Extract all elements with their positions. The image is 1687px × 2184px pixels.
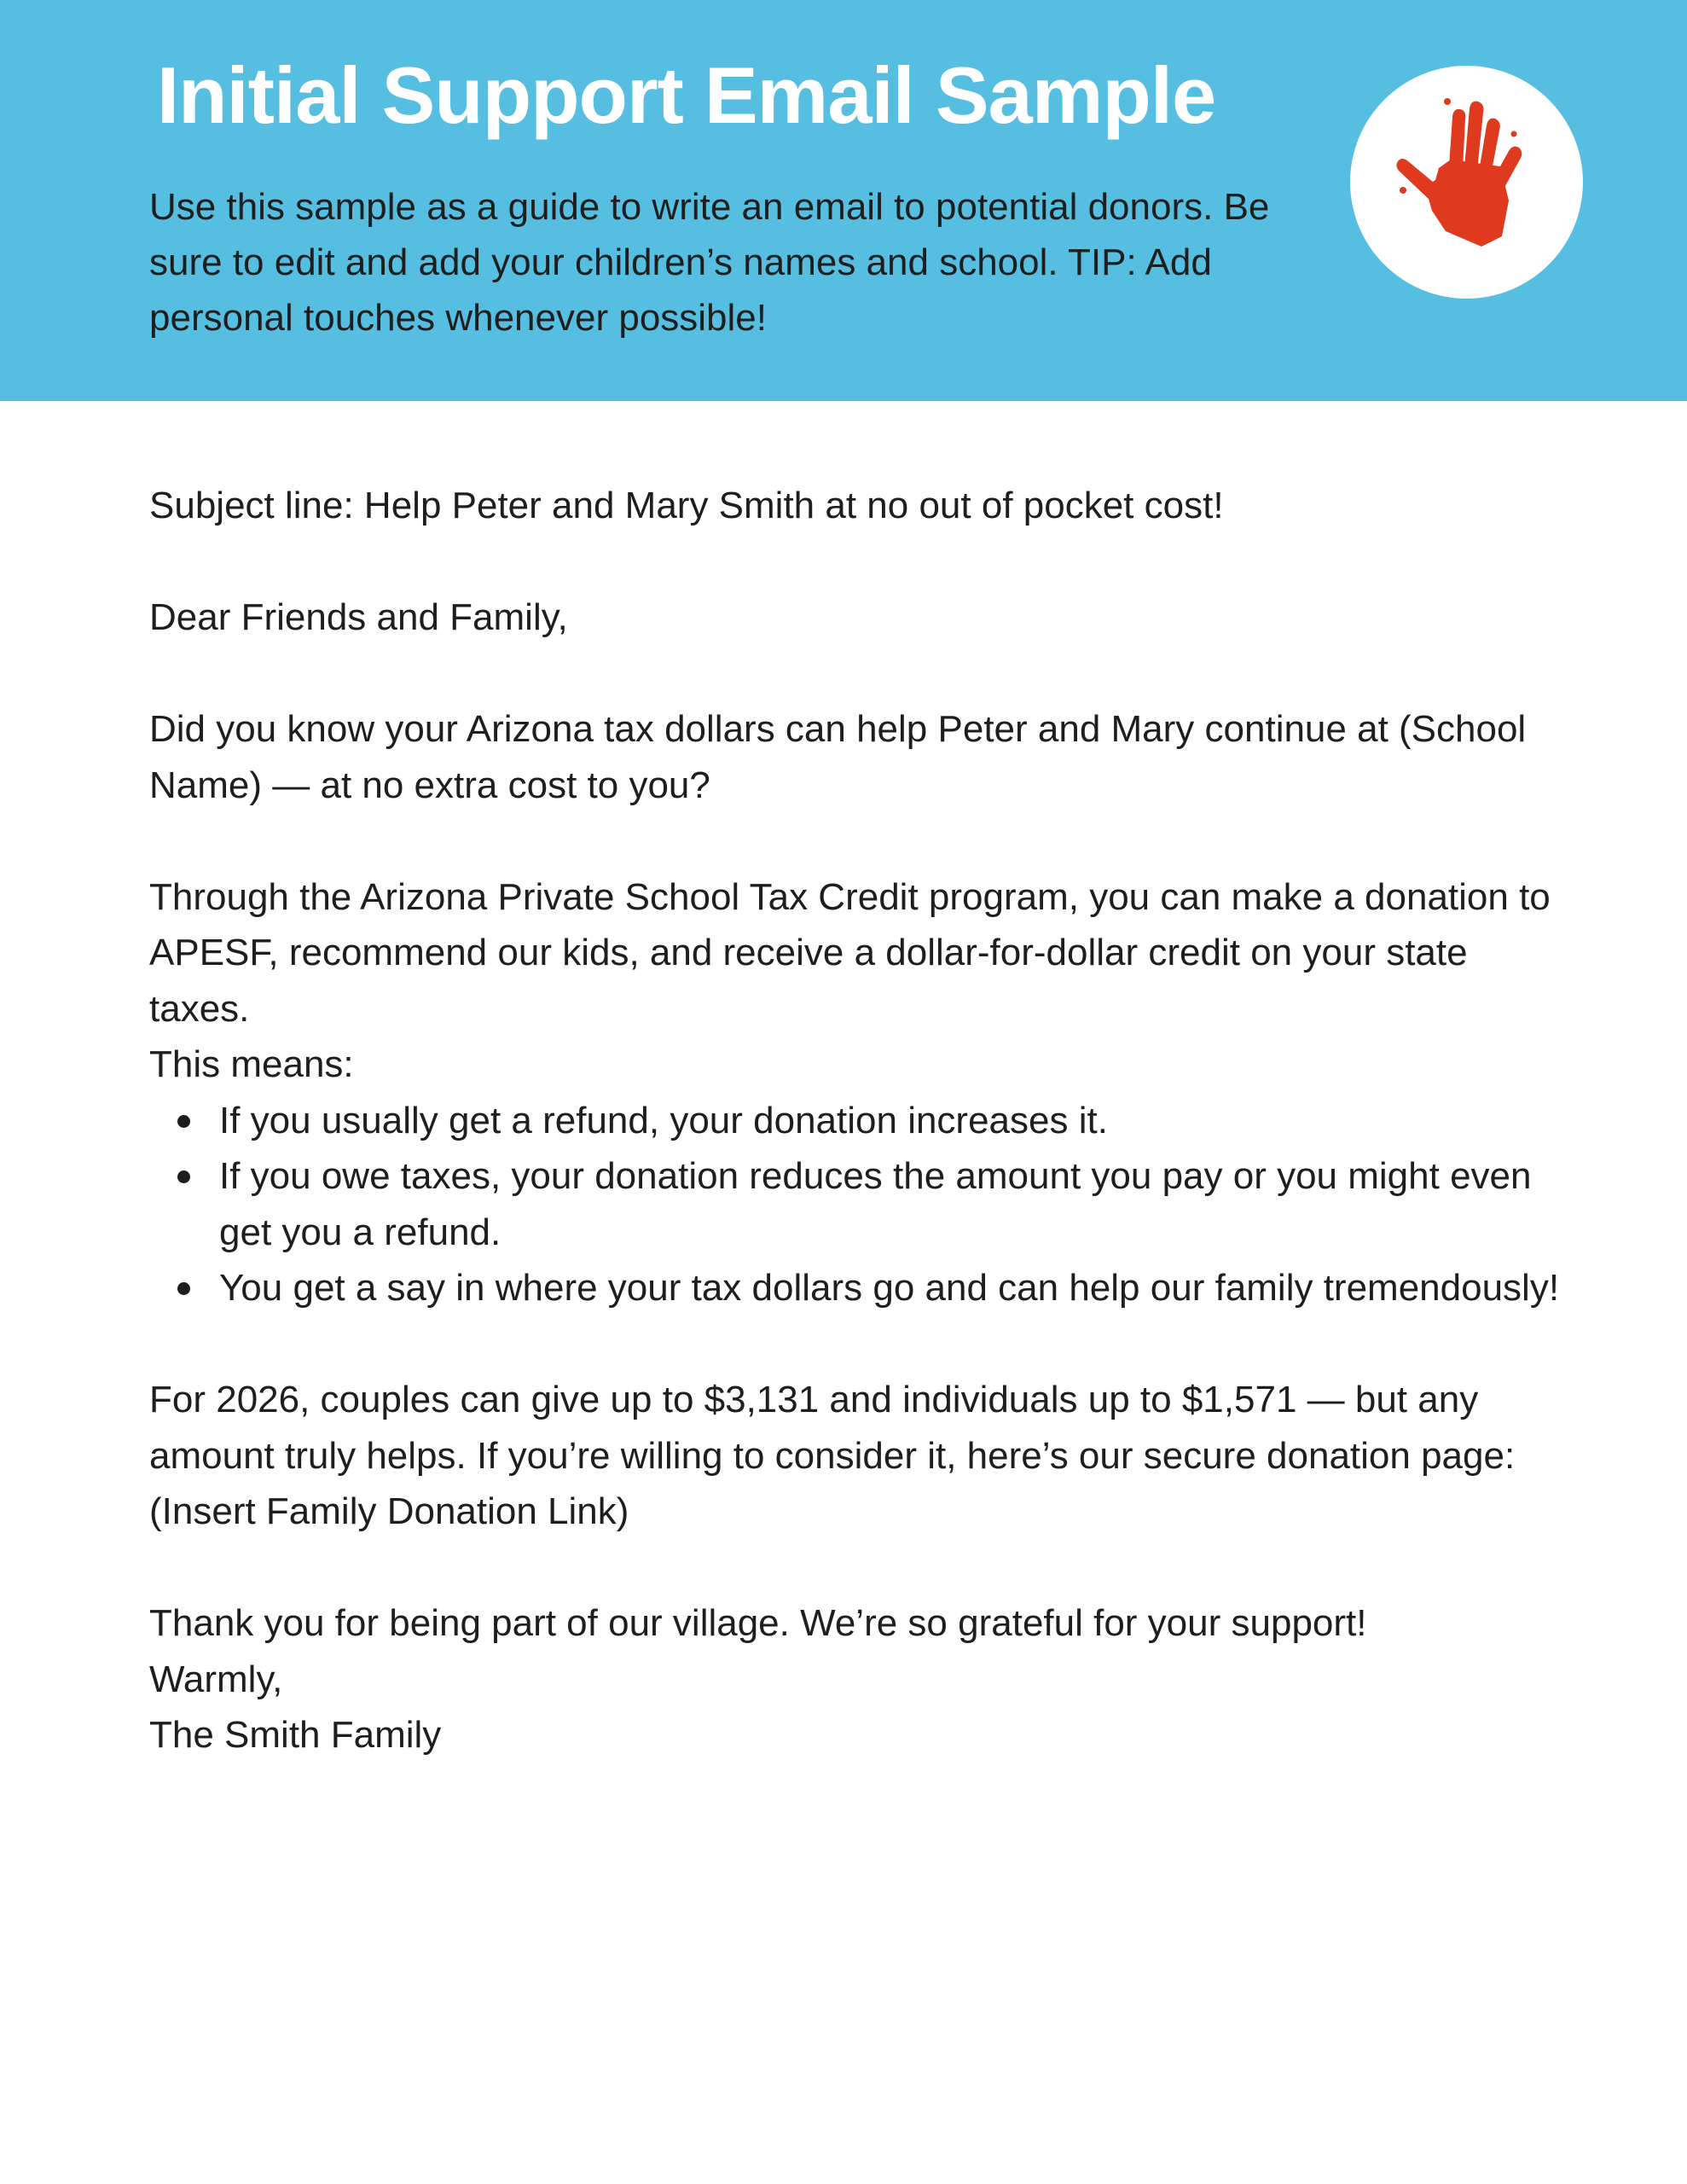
intro-text: Use this sample as a guide to write an email to potential donors. Be sure to edit and add your children’s names and school. TIP: Add personal touches whenever possible! [149,186,1270,339]
paragraph-amounts: For 2026, couples can give up to $3,131 and individuals up to $1,571 — but any amount truly helps. If you’re willing to consider it, here’s our secure donation page: (Insert Family Donation Link) [149,1379,1516,1532]
subject-line: Subject line: Help Peter and Mary Smith at no out of pocket cost! [149,485,1224,526]
bullet-icon [177,1115,190,1128]
paragraph-tax-dollars: Did you know your Arizona tax dollars can help Peter and Mary continue at (School Name) — at no extra cost to you? [149,708,1527,806]
header-banner [0,0,1687,401]
handprint-icon [1350,66,1583,299]
signature: The Smith Family [149,1714,442,1756]
bullet-icon [177,1282,190,1295]
benefits-list [149,1093,1565,1316]
signoff: Warmly, [149,1658,283,1700]
list-item: If you owe taxes, your donation reduces the amount you pay or you might even get you a refund. [149,1148,1565,1260]
list-item: If you usually get a refund, your donation increases it. [149,1093,1565,1149]
means-label: This means: [149,1043,354,1085]
page-title: Initial Support Email Sample [157,50,1216,140]
logo-badge [1350,66,1583,299]
paragraph-program: Through the Arizona Private School Tax Credit program, you can make a donation to APESF, recommend our kids, and receive a dollar-for-dollar credit on your state taxes. [149,875,1551,1030]
closing-line: Thank you for being part of our village. We’re so grateful for your support! [149,1602,1367,1644]
bullet-icon [177,1170,190,1183]
email-body [149,478,1565,1763]
greeting: Dear Friends and Family, [149,596,568,638]
list-item: You get a say in where your tax dollars go and can help our family tremendously! [149,1260,1565,1316]
